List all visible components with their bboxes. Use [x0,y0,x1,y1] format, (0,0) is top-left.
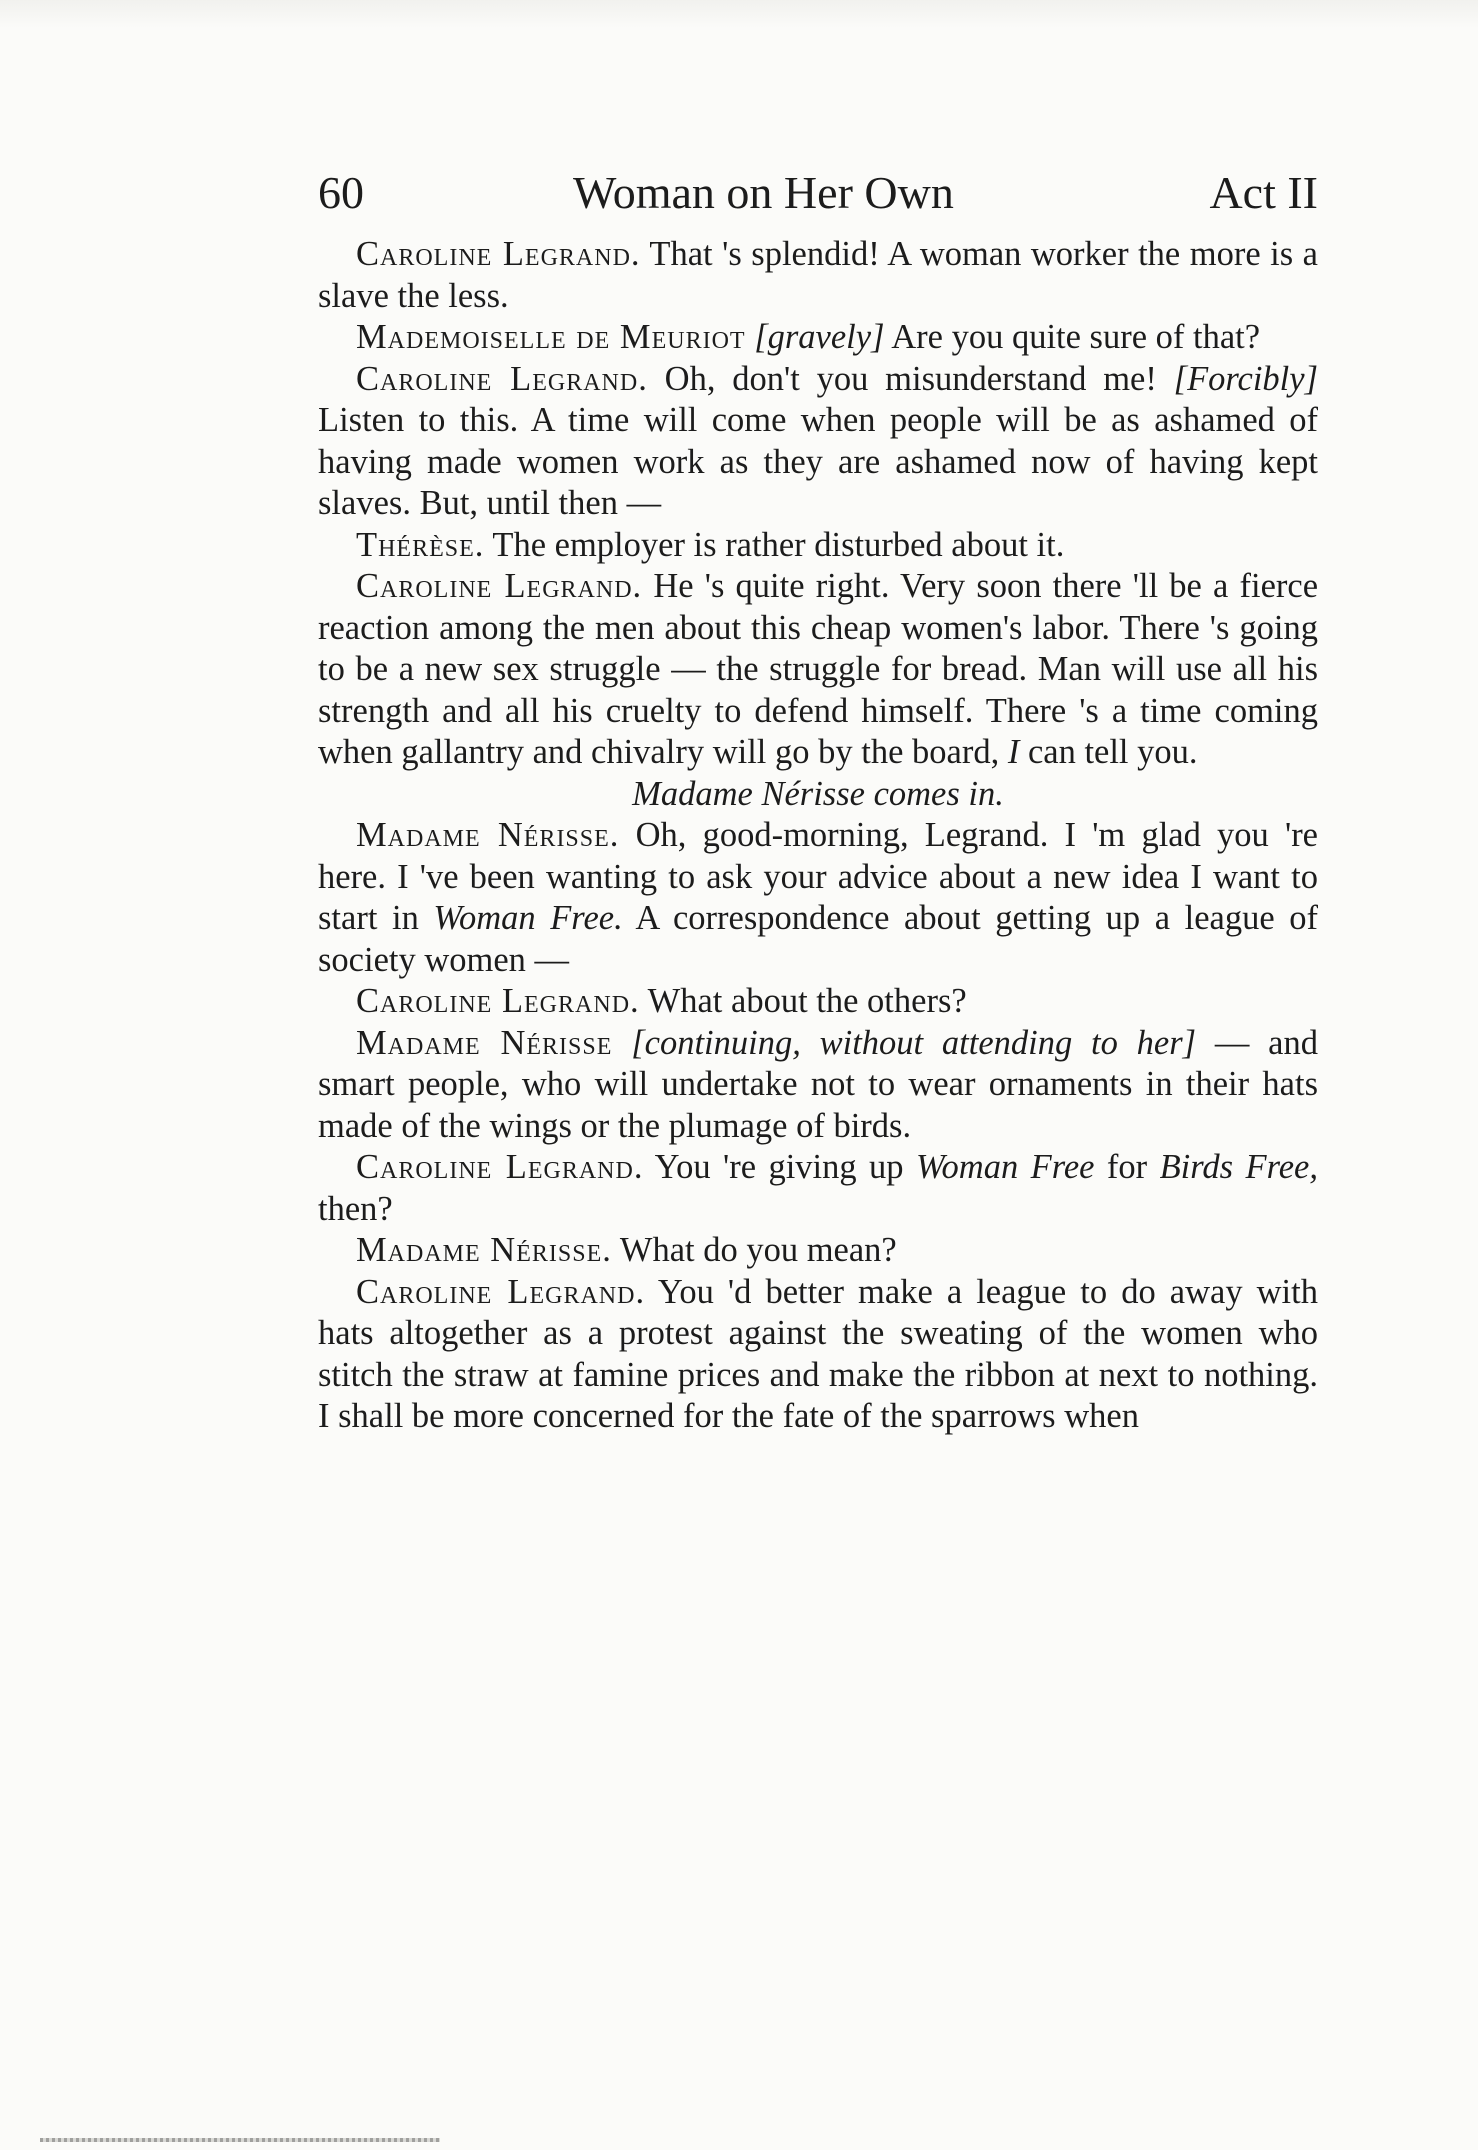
speech: A correspondence about getting up a league of society women — [318,899,1318,979]
dialogue-line [318,525,1318,567]
emphasis: Woman Free. [433,899,623,937]
dialogue-line [318,981,1318,1023]
page-number: 60 [318,167,364,218]
dialogue-line [318,1272,1318,1438]
speaker-name: Caroline Legrand. [356,1148,644,1186]
speech: What about the others? [647,982,967,1020]
speaker-name: Thérèse. [356,525,485,564]
speech: He 's quite right. Very soon there 'll be a fierce reaction among the men about this cheap women's labor. There 's going to be a new sex struggle — the struggle for bread. Man will use all his strength and all his cruelty to defend himself. There 's a time coming when gallantry and chivalry will go by the board, [318,567,1319,771]
speaker-name: Caroline Legrand. [356,982,640,1020]
speech: That 's splendid! A woman worker the more is a slave the less. [318,235,1318,315]
speaker-name: Caroline Legrand. [356,567,643,605]
speech: The employer is rather disturbed about it. [492,525,1065,564]
dialogue-line [318,359,1318,525]
emphasis: Birds Free, [1159,1148,1318,1186]
running-header [318,160,1318,226]
speaker-name: Madame Nérisse. [356,1231,612,1269]
stage-direction: [gravely] [754,318,885,356]
play-text [318,234,1318,1438]
dialogue-line [318,1230,1318,1272]
speech: Oh, good-morning, Legrand. I 'm glad you 're here. I 've been wanting to ask your advice about a new idea I want to start in [318,816,1318,937]
dialogue-line [318,317,1318,359]
speech: — and smart people, who will undertake not to wear ornaments in their hats made of the wings or the plumage of birds. [318,1023,1318,1145]
speech: You 're giving up [654,1148,916,1186]
speaker-name: Mademoiselle de Meuriot [356,318,746,356]
stage-direction-entrance: Madame Nérisse comes in. [632,774,1004,813]
speech: Oh, don't you misunderstand me! [664,359,1174,398]
speech: then? [318,1189,393,1228]
speech: can tell you. [1019,733,1198,771]
speech: You 'd better make a league to do away with hats altogether as a protest against the sweating of the women who stitch the straw at famine prices and make the ribbon at next to nothing. I shall be more concerned for the fate of the sparrows when [318,1272,1318,1435]
speaker-name: Madame Nérisse. [356,816,620,854]
stage-direction: [Forcibly] [1173,359,1319,398]
speaker-name: Caroline Legrand. [356,235,641,273]
speaker-name: Caroline Legrand. [356,1272,646,1311]
speaker-name: Caroline Legrand. [356,359,648,398]
dialogue-line [318,566,1318,774]
book-title: Woman on Her Own [573,167,954,218]
book-page [318,160,1318,1438]
speech: What do you mean? [619,1231,897,1269]
scan-edge-bottom [40,2138,440,2142]
speaker-name: Madame Nérisse [356,1023,613,1062]
speech: Are you quite sure of that? [884,318,1261,356]
stage-direction: [continuing, without attending to her] [631,1023,1197,1062]
speech: for [1094,1148,1160,1186]
dialogue-line [318,1023,1318,1148]
dialogue-line [318,234,1318,317]
speech: Listen to this. A time will come when people will be as ashamed of having made women work as they are ashamed now of having kept slaves. But, until then — [318,401,1318,522]
dialogue-line [318,1147,1318,1230]
emphasis: I [1007,733,1020,771]
scan-edge-top [0,0,1478,28]
act-label: Act II [1209,167,1318,218]
emphasis: Woman Free [915,1148,1095,1186]
dialogue-line [318,815,1318,981]
